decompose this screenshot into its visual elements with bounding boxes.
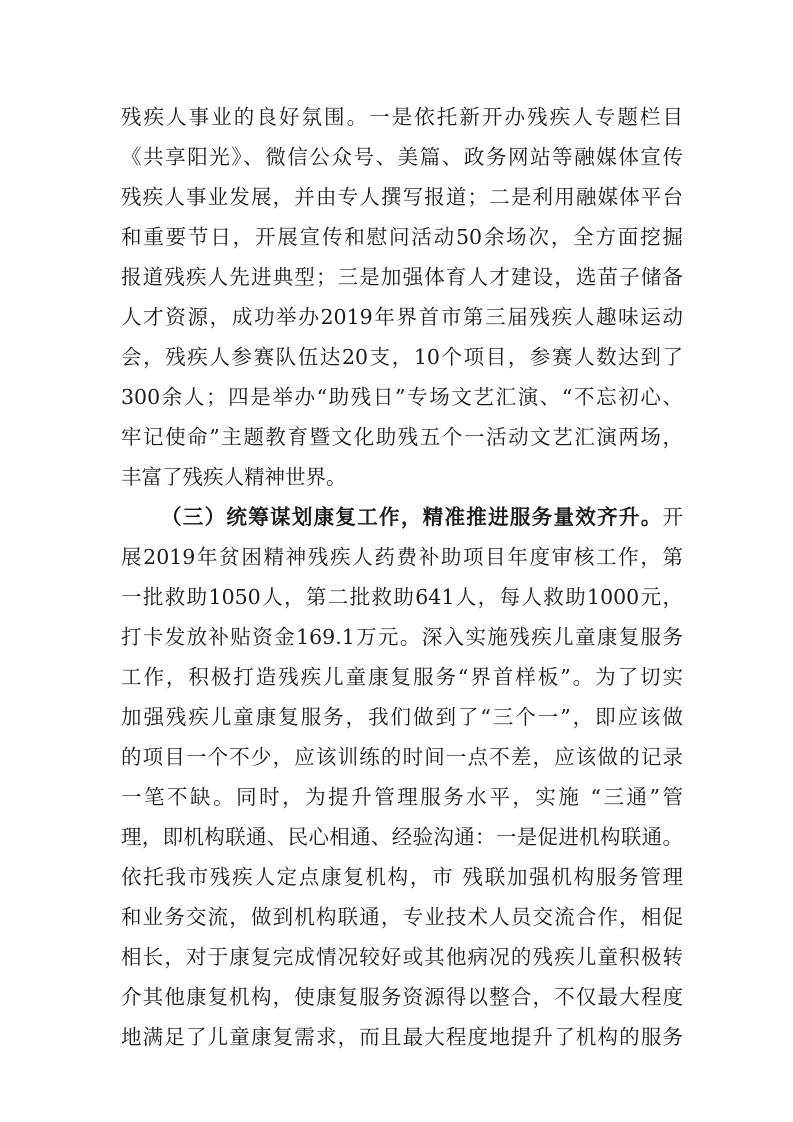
text-line: 的项目一个不少，应该训练的时间一点不差，应该做的记录 bbox=[121, 745, 683, 769]
text-line: 会，残疾人参赛队伍达20支，10个项目，参赛人数达到了 bbox=[121, 345, 683, 369]
text-line: 介其他康复机构，使康复服务资源得以整合，不仅最大程度 bbox=[121, 985, 683, 1009]
text-line: 一批救助1050人，第二批救助641人，每人救助1000元， bbox=[121, 585, 683, 609]
text-line: 打卡发放补贴资金169.1万元。深入实施残疾儿童康复服务 bbox=[121, 625, 683, 649]
text-line: 300余人；四是举办“助残日”专场文艺汇演、“不忘初心、 bbox=[121, 385, 683, 409]
text-line: 残疾人事业的良好氛围。一是依托新开办残疾人专题栏目 bbox=[121, 105, 683, 129]
text-line: 丰富了残疾人精神世界。 bbox=[121, 465, 347, 489]
text-line: 《共享阳光》、微信公众号、美篇、政务网站等融媒体宣传 bbox=[121, 145, 683, 169]
text-line: 工作，积极打造残疾儿童康复服务“界首样板”。为了切实 bbox=[121, 665, 683, 689]
text-line: 地满足了儿童康复需求，而且最大程度地提升了机构的服务 bbox=[121, 1025, 683, 1049]
section-heading: （三）统筹谋划康复工作，精准推进服务量效齐升。 bbox=[161, 505, 663, 529]
text-line: 报道残疾人先进典型；三是加强体育人才建设，选苗子储备 bbox=[121, 265, 683, 289]
section-heading-line bbox=[161, 500, 683, 534]
text-line: 展2019年贫困精神残疾人药费补助项目年度审核工作，第 bbox=[121, 545, 683, 569]
text-line: 理，即机构联通、民心相通、经验沟通：一是促进机构联通。 bbox=[121, 825, 683, 849]
text-line: 人才资源，成功举办2019年界首市第三届残疾人趣味运动 bbox=[121, 305, 683, 329]
text-line: 牢记使命”主题教育暨文化助残五个一活动文艺汇演两场， bbox=[121, 425, 683, 449]
text-line: 加强残疾儿童康复服务，我们做到了“三个一”，即应该做 bbox=[121, 705, 683, 729]
text-line: 和业务交流，做到机构联通，专业技术人员交流合作，相促 bbox=[121, 905, 683, 929]
section-heading-continuation: 开 bbox=[662, 505, 683, 529]
text-line: 和重要节日，开展宣传和慰问活动50余场次，全方面挖掘 bbox=[121, 225, 683, 249]
text-line: 残疾人事业发展，并由专人撰写报道；二是利用融媒体平台 bbox=[121, 185, 683, 209]
text-line: 依托我市残疾人定点康复机构，市 残联加强机构服务管理 bbox=[121, 865, 683, 889]
text-line: 一笔不缺。同时，为提升管理服务水平，实施 “三通”管 bbox=[121, 785, 683, 809]
text-line: 相长，对于康复完成情况较好或其他病况的残疾儿童积极转 bbox=[121, 945, 683, 969]
